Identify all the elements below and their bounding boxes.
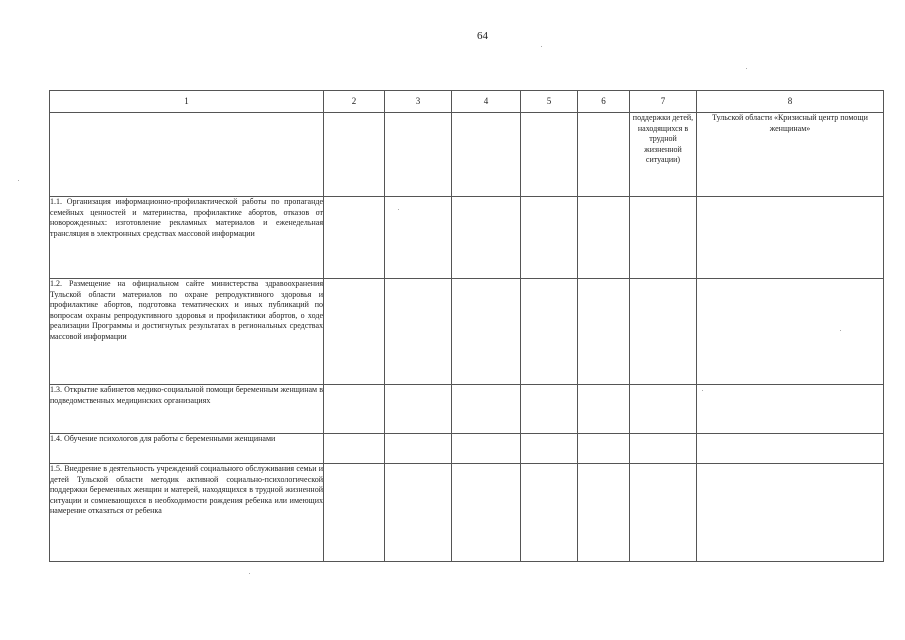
column-number-row <box>50 91 884 113</box>
table-row <box>50 434 884 464</box>
table-cell <box>324 279 385 385</box>
table-cell <box>630 464 697 562</box>
scan-speck <box>398 209 399 210</box>
column-number: 2 <box>324 91 385 113</box>
column-number: 7 <box>630 91 697 113</box>
table-cell <box>630 434 697 464</box>
table-cell <box>452 113 521 197</box>
table-cell <box>697 197 884 279</box>
column-number: 8 <box>697 91 884 113</box>
table-cell <box>521 464 578 562</box>
table-cell <box>385 464 452 562</box>
column-number: 5 <box>521 91 578 113</box>
table-cell <box>452 197 521 279</box>
table-cell <box>452 385 521 434</box>
table-cell <box>697 279 884 385</box>
table-cell <box>521 279 578 385</box>
scan-speck <box>18 180 19 181</box>
table-cell <box>324 434 385 464</box>
table-row <box>50 197 884 279</box>
scan-speck <box>840 330 841 331</box>
table-cell <box>324 113 385 197</box>
table-cell <box>385 113 452 197</box>
table-row <box>50 385 884 434</box>
table-cell <box>630 385 697 434</box>
measure-description: 1.3. Открытие кабинетов медико-социальной помощи беременным женщинам в подведомственных медицинских организациях <box>50 385 324 434</box>
table-cell <box>578 434 630 464</box>
column-number: 4 <box>452 91 521 113</box>
table-cell <box>697 385 884 434</box>
table-cell <box>521 197 578 279</box>
table-cell <box>385 434 452 464</box>
measure-description: 1.4. Обучение психологов для работы с беременными женщинами <box>50 434 324 464</box>
column-number: 1 <box>50 91 324 113</box>
table-cell <box>578 385 630 434</box>
table-cell <box>630 279 697 385</box>
table-cell <box>452 464 521 562</box>
scan-speck <box>249 573 250 574</box>
table-cell <box>385 197 452 279</box>
table-cell <box>630 197 697 279</box>
scan-speck <box>746 68 747 69</box>
table-row <box>50 279 884 385</box>
table-cell <box>324 197 385 279</box>
table-cell <box>578 464 630 562</box>
table-cell <box>521 385 578 434</box>
table-cell <box>578 279 630 385</box>
scan-speck <box>702 390 703 391</box>
table-cell <box>697 434 884 464</box>
measure-description: 1.5. Внедрение в деятельность учреждений социального обслуживания семьи и детей Тульской области методик активной социально-психологической поддержки беременных женщин и матерей, находящихся в трудной жизненной ситуации и сомневающихся в необходимости рождения ребенка или имеющих намерение отказаться от ребенка <box>50 464 324 562</box>
page-number: 64 <box>477 30 488 42</box>
table-cell <box>385 279 452 385</box>
table-cell <box>452 279 521 385</box>
table-cell <box>452 434 521 464</box>
table-cell <box>324 385 385 434</box>
table-cell <box>385 385 452 434</box>
table-cell <box>578 197 630 279</box>
continuation-col8-text: Тульской области «Кризисный центр помощи женщинам» <box>697 113 884 197</box>
table-cell <box>578 113 630 197</box>
table-cell <box>521 434 578 464</box>
continuation-col7-text: поддержки детей, находящихся в трудной жизненной ситуации) <box>630 113 697 197</box>
column-number: 3 <box>385 91 452 113</box>
column-number: 6 <box>578 91 630 113</box>
measures-table <box>49 90 884 562</box>
table-cell <box>324 464 385 562</box>
continuation-row <box>50 113 884 197</box>
measure-description: 1.1. Организация информационно-профилактической работы по пропаганде семейных ценностей и материнства, профилактике абортов, отказов от новорожденных: изготовление рекламных материалов и еженедельная трансляция в электронных средствах массовой информации <box>50 197 324 279</box>
table-cell <box>50 113 324 197</box>
table-cell <box>521 113 578 197</box>
measure-description: 1.2. Размещение на официальном сайте министерства здравоохранения Тульской области материалов по охране репродуктивного здоровья и профилактике абортов, подготовка тематических и иных публикаций по вопросам охраны репродуктивного здоровья и профилактики абортов, о ходе реализации Программы и достигнутых результатах в региональных средствах массовой информации <box>50 279 324 385</box>
scan-speck <box>541 46 542 47</box>
table-cell <box>697 464 884 562</box>
table-row <box>50 464 884 562</box>
